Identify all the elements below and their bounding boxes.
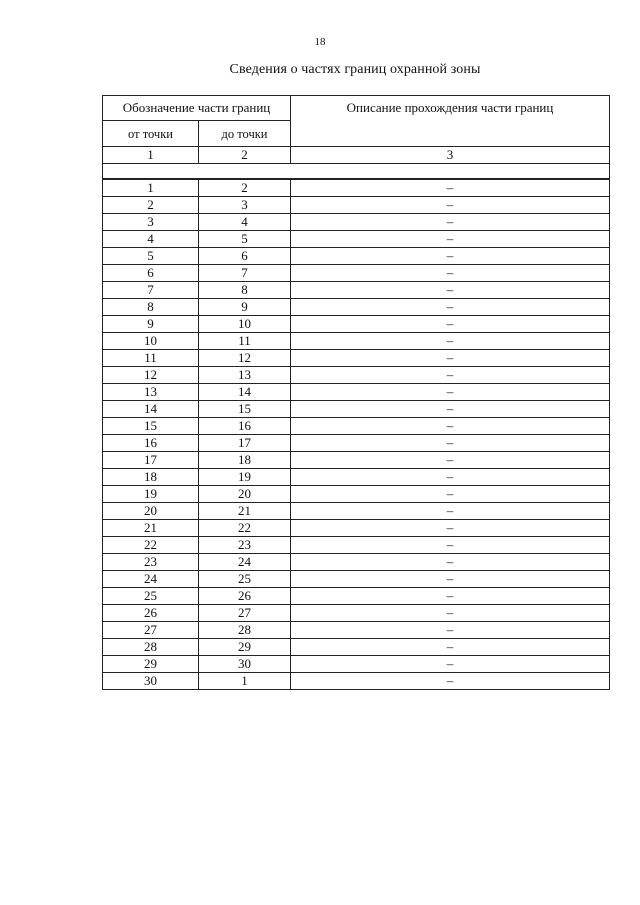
cell-from-point: 10 [103, 332, 199, 349]
cell-description: – [291, 655, 610, 672]
table-row [103, 485, 610, 502]
cell-from-point: 29 [103, 655, 199, 672]
cell-description: – [291, 230, 610, 247]
cell-to-point: 5 [199, 230, 291, 247]
table-row [103, 230, 610, 247]
cell-description: – [291, 502, 610, 519]
cell-description: – [291, 434, 610, 451]
cell-to-point: 25 [199, 570, 291, 587]
cell-description: – [291, 519, 610, 536]
table-row [103, 655, 610, 672]
table-row [103, 417, 610, 434]
cell-to-point: 10 [199, 315, 291, 332]
cell-description: – [291, 383, 610, 400]
cell-from-point: 16 [103, 434, 199, 451]
cell-to-point: 15 [199, 400, 291, 417]
cell-from-point: 12 [103, 366, 199, 383]
header-row-group [103, 96, 610, 121]
header-from-point: от точки [103, 121, 199, 147]
cell-description: – [291, 604, 610, 621]
cell-description: – [291, 400, 610, 417]
table-body [103, 147, 610, 690]
table-row [103, 213, 610, 230]
cell-description: – [291, 553, 610, 570]
cell-from-point: 1 [103, 179, 199, 197]
cell-from-point: 14 [103, 400, 199, 417]
header-boundary-description: Описание прохождения части границ [291, 96, 610, 147]
cell-description: – [291, 332, 610, 349]
cell-description: – [291, 315, 610, 332]
cell-to-point: 6 [199, 247, 291, 264]
section-spacer-row [103, 164, 610, 179]
cell-to-point: 14 [199, 383, 291, 400]
table-row [103, 332, 610, 349]
cell-description: – [291, 468, 610, 485]
cell-description: – [291, 247, 610, 264]
cell-to-point: 12 [199, 349, 291, 366]
table-row [103, 264, 610, 281]
cell-from-point: 19 [103, 485, 199, 502]
cell-from-point: 15 [103, 417, 199, 434]
table-row [103, 281, 610, 298]
cell-from-point: 21 [103, 519, 199, 536]
cell-from-point: 13 [103, 383, 199, 400]
cell-from-point: 20 [103, 502, 199, 519]
cell-description: – [291, 196, 610, 213]
cell-from-point: 24 [103, 570, 199, 587]
table-header [103, 96, 610, 147]
table-row [103, 553, 610, 570]
cell-description: – [291, 349, 610, 366]
document-title-text: Сведения о частях границ охранной зоны [229, 62, 481, 77]
cell-description: – [291, 281, 610, 298]
column-number: 3 [291, 147, 610, 164]
table-row [103, 536, 610, 553]
cell-description: – [291, 672, 610, 689]
table-row [103, 587, 610, 604]
cell-from-point: 11 [103, 349, 199, 366]
table-row [103, 349, 610, 366]
cell-to-point: 3 [199, 196, 291, 213]
cell-to-point: 13 [199, 366, 291, 383]
document-title [0, 62, 640, 78]
column-number: 2 [199, 147, 291, 164]
cell-to-point: 11 [199, 332, 291, 349]
cell-to-point: 7 [199, 264, 291, 281]
cell-to-point: 30 [199, 655, 291, 672]
cell-to-point: 9 [199, 298, 291, 315]
header-to-point: до точки [199, 121, 291, 147]
cell-from-point: 26 [103, 604, 199, 621]
cell-from-point: 4 [103, 230, 199, 247]
table-row [103, 621, 610, 638]
cell-to-point: 29 [199, 638, 291, 655]
cell-from-point: 22 [103, 536, 199, 553]
table-row [103, 604, 610, 621]
table-row [103, 400, 610, 417]
column-number-row [103, 147, 610, 164]
table-row [103, 519, 610, 536]
cell-to-point: 18 [199, 451, 291, 468]
table-row [103, 570, 610, 587]
cell-to-point: 24 [199, 553, 291, 570]
table-row [103, 672, 610, 689]
page-number: 18 [314, 36, 326, 48]
cell-from-point: 18 [103, 468, 199, 485]
cell-to-point: 2 [199, 179, 291, 197]
cell-description: – [291, 621, 610, 638]
cell-description: – [291, 638, 610, 655]
cell-to-point: 1 [199, 672, 291, 689]
table-row [103, 638, 610, 655]
header-boundary-designation: Обозначение части границ [103, 96, 291, 121]
cell-to-point: 19 [199, 468, 291, 485]
table-row [103, 434, 610, 451]
cell-to-point: 4 [199, 213, 291, 230]
cell-from-point: 28 [103, 638, 199, 655]
section-spacer-cell [103, 164, 610, 179]
cell-to-point: 21 [199, 502, 291, 519]
boundary-parts-table [102, 95, 610, 690]
cell-description: – [291, 417, 610, 434]
cell-from-point: 17 [103, 451, 199, 468]
table-row [103, 196, 610, 213]
cell-to-point: 23 [199, 536, 291, 553]
cell-from-point: 6 [103, 264, 199, 281]
cell-to-point: 20 [199, 485, 291, 502]
table-row [103, 247, 610, 264]
cell-description: – [291, 451, 610, 468]
cell-description: – [291, 298, 610, 315]
cell-description: – [291, 536, 610, 553]
table-row [103, 383, 610, 400]
cell-to-point: 26 [199, 587, 291, 604]
cell-from-point: 9 [103, 315, 199, 332]
cell-to-point: 17 [199, 434, 291, 451]
cell-description: – [291, 366, 610, 383]
cell-from-point: 2 [103, 196, 199, 213]
table-row [103, 179, 610, 197]
cell-from-point: 23 [103, 553, 199, 570]
column-number: 1 [103, 147, 199, 164]
cell-from-point: 7 [103, 281, 199, 298]
cell-to-point: 22 [199, 519, 291, 536]
table-row [103, 502, 610, 519]
cell-description: – [291, 179, 610, 197]
table-row [103, 366, 610, 383]
table-row [103, 451, 610, 468]
cell-to-point: 27 [199, 604, 291, 621]
cell-to-point: 28 [199, 621, 291, 638]
cell-to-point: 16 [199, 417, 291, 434]
table-row [103, 468, 610, 485]
cell-description: – [291, 264, 610, 281]
cell-from-point: 25 [103, 587, 199, 604]
cell-from-point: 8 [103, 298, 199, 315]
cell-from-point: 30 [103, 672, 199, 689]
cell-description: – [291, 213, 610, 230]
cell-description: – [291, 485, 610, 502]
cell-description: – [291, 570, 610, 587]
cell-from-point: 5 [103, 247, 199, 264]
cell-to-point: 8 [199, 281, 291, 298]
table-row [103, 298, 610, 315]
cell-from-point: 3 [103, 213, 199, 230]
cell-from-point: 27 [103, 621, 199, 638]
cell-description: – [291, 587, 610, 604]
table-row [103, 315, 610, 332]
